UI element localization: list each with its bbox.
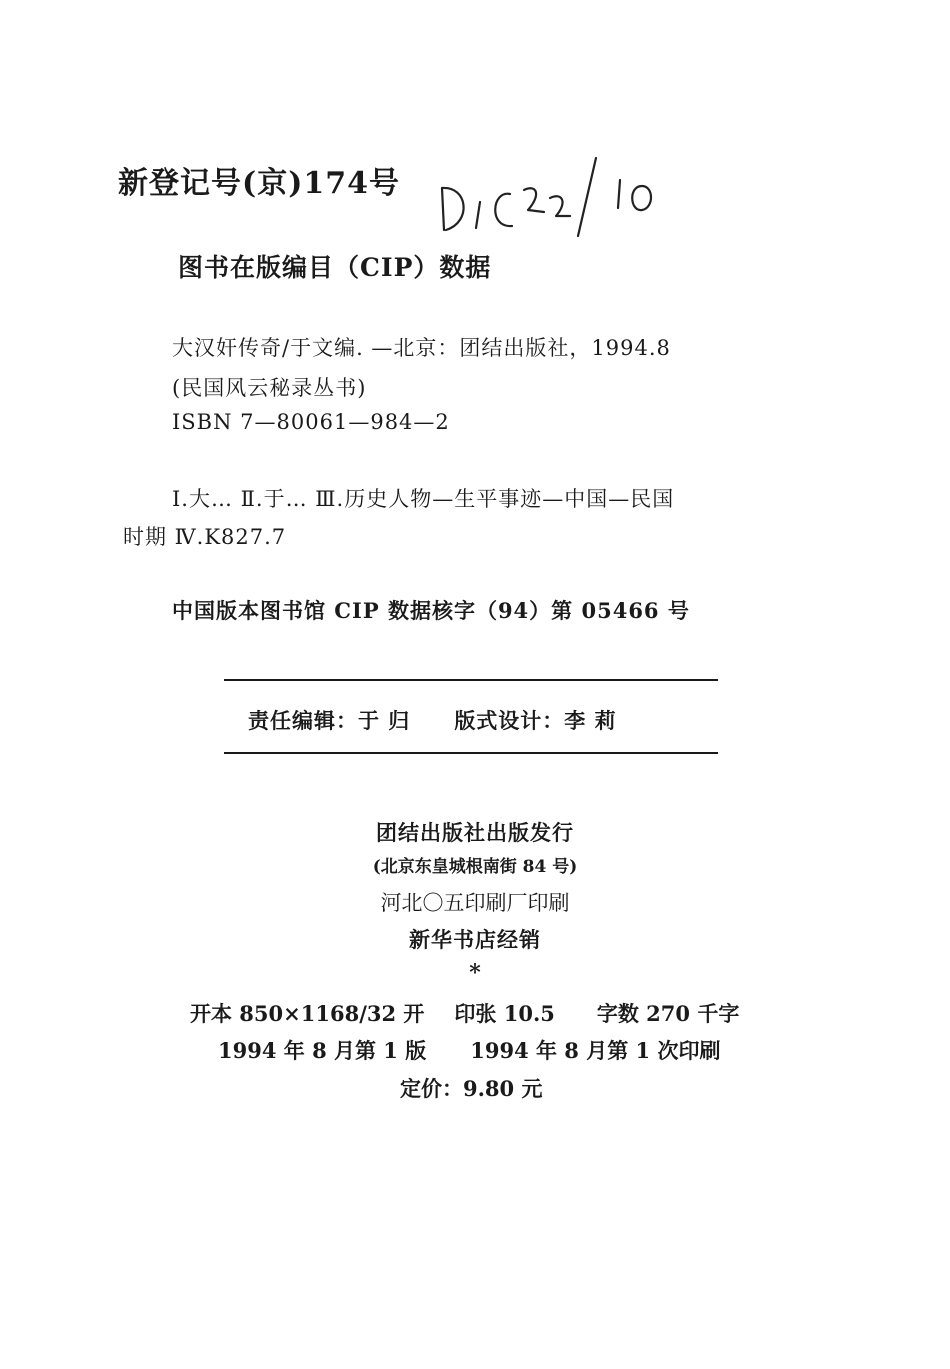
- bottom-divider: [224, 752, 718, 754]
- cip-record-line: (民国风云秘录丛书): [172, 376, 367, 400]
- edition-line: [218, 1035, 720, 1065]
- classification-line-1: Ⅰ.大… Ⅱ.于… Ⅲ.历史人物—生平事迹—中国—民国: [172, 487, 675, 511]
- cip-record-line: 大汉奸传奇/于文编. —北京：团结出版社，1994.8: [172, 336, 671, 360]
- layout-designer: 版式设计：李 莉: [454, 708, 617, 733]
- word-count: 字数 270 千字: [596, 1001, 740, 1026]
- top-divider: [224, 679, 718, 681]
- responsible-editor: 责任编辑：于 归: [248, 708, 411, 733]
- handwritten-annotation: [428, 150, 668, 240]
- distributor: 新华书店经销: [409, 927, 541, 952]
- spec-line: [190, 998, 739, 1028]
- sheet-count: 印张 10.5: [454, 1001, 555, 1026]
- format-spec: 开本 850×1168/32 开: [190, 1001, 425, 1026]
- printer: 河北〇五印刷厂印刷: [380, 891, 570, 915]
- classification-line-2: 时期 Ⅳ.K827.7: [123, 525, 287, 549]
- separator-star: *: [469, 960, 481, 986]
- price: 定价：9.80 元: [400, 1076, 543, 1101]
- publisher-name: 团结出版社出版发行: [376, 820, 574, 845]
- cip-title: 图书在版编目（CIP）数据: [178, 253, 492, 282]
- first-edition: 1994 年 8 月第 1 版: [218, 1038, 427, 1063]
- publisher-address: (北京东皇城根南街 84 号): [372, 857, 578, 877]
- editor-credits: [248, 705, 617, 735]
- cip-approval-number: 中国版本图书馆 CIP 数据核字（94）第 05466 号: [172, 598, 690, 623]
- first-printing: 1994 年 8 月第 1 次印刷: [470, 1038, 721, 1063]
- cip-record-line: ISBN 7—80061—984—2: [172, 410, 450, 434]
- registration-number: 新登记号(京)174号: [118, 166, 401, 201]
